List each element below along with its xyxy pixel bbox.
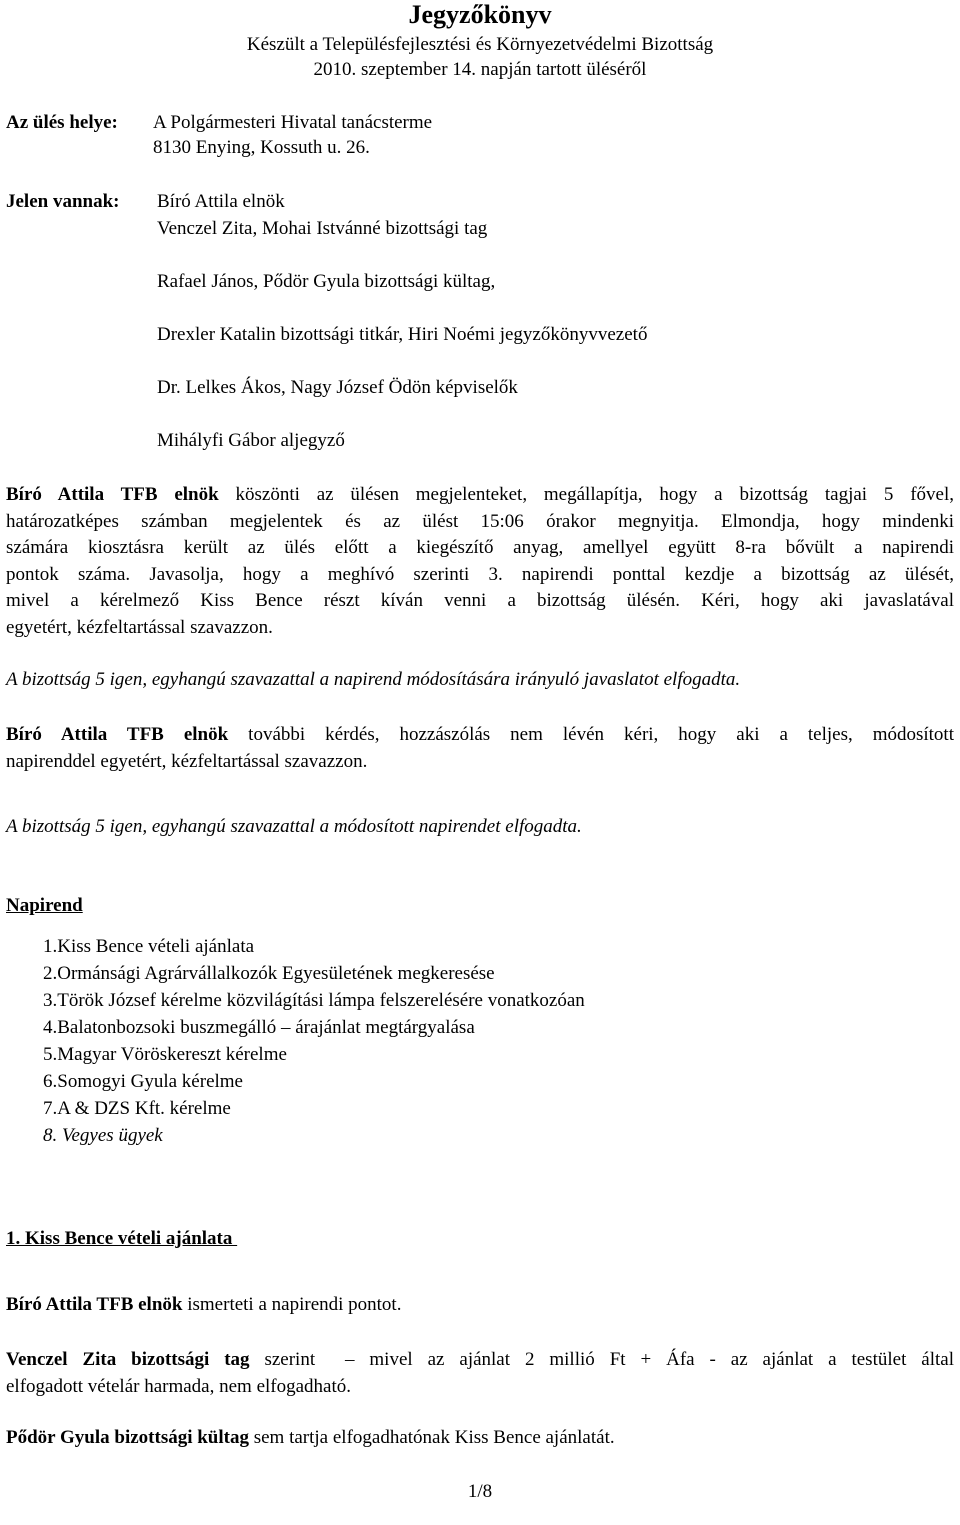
paragraph-text: ismerteti a napirendi pontot. (182, 1294, 402, 1315)
agenda-heading: Napirend (6, 895, 83, 916)
opening-paragraph (6, 482, 954, 642)
document-subtitle-committee: Készült a Településfejlesztési és Környezetvédelmi Bizottság (246, 34, 714, 55)
paragraph-text: határozatképes számban megjelentek és az ülést 15:06 órakor megnyitja. Elmondja, hogy mindenki (6, 510, 954, 532)
decision-agenda-modification: A bizottság 5 igen, egyhangú szavazattal a napirend módosítására irányuló javaslatot elfogadta. (6, 669, 741, 690)
paragraph-text: mivel a kérelmező Kiss Bence részt kíván venni a bizottság ülésén. Kéri, hogy aki javaslatával (6, 590, 954, 612)
paragraph-text: egyetért, kézfeltartással szavazzon. (6, 616, 273, 638)
paragraph-text: sem tartja elfogadhatónak Kiss Bence ajánlatát. (248, 1427, 615, 1448)
document-subtitle-date: 2010. szeptember 14. napján tartott üléséről (313, 59, 647, 80)
paragraph-text: pontok száma. Javasolja, hogy a meghívó szerinti 3. napirendi ponttal kezdje a bizottság az ülését, (6, 563, 954, 585)
section-paragraph-2 (6, 1347, 954, 1400)
paragraph-text: számára kiosztásra került az ülés előtt a kiegészítő anyag, amellyel együtt 8-ra bővült a napirendi (6, 537, 954, 559)
speaker-name: Bíró Attila TFB elnök (6, 1294, 183, 1315)
venue-line-1: A Polgármesteri Hivatal tanácsterme (153, 112, 433, 133)
agenda-item: 1.Kiss Bence vételi ajánlata (43, 936, 255, 957)
paragraph-text: elfogadott vételár harmada, nem elfogadható. (6, 1375, 352, 1397)
venue-line-2: 8130 Enying, Kossuth u. 26. (153, 137, 370, 158)
agenda-item: 4.Balatonbozsoki buszmegálló – árajánlat megtárgyalása (43, 1017, 475, 1038)
attendees-line-1: Bíró Attila elnök (157, 191, 285, 212)
document-title: Jegyzőkönyv (408, 0, 552, 29)
agenda-item: 3.Török József kérelme közvilágítási lámpa felszerelésére vonatkozóan (43, 990, 585, 1011)
agenda-list (43, 933, 585, 1149)
agenda-item: 7.A & DZS Kft. kérelme (43, 1098, 231, 1119)
agenda-item: 8. Vegyes ügyek (43, 1125, 163, 1146)
attendees-line-3: Rafael János, Pődör Gyula bizottsági kültag, (157, 271, 496, 292)
agenda-item: 5.Magyar Vöröskereszt kérelme (43, 1044, 287, 1065)
section-paragraph-3 (6, 1427, 615, 1449)
section-paragraph-1 (6, 1294, 401, 1316)
attendees-line-6: Mihályfi Gábor aljegyző (157, 430, 345, 451)
decision-agenda-accepted: A bizottság 5 igen, egyhangú szavazattal a módosított napirendet elfogadta. (6, 816, 582, 837)
attendees-label: Jelen vannak: (6, 191, 120, 212)
agenda-item: 6.Somogyi Gyula kérelme (43, 1071, 243, 1092)
speaker-name: Pődör Gyula bizottsági kültag (6, 1427, 249, 1448)
paragraph-text: további kérdés, hozzászólás nem lévén kéri, hogy aki a teljes, módosított (228, 724, 954, 745)
vote-request-paragraph (6, 722, 954, 775)
paragraph-text: napirenddel egyetért, kézfeltartással szavazzon. (6, 750, 368, 772)
page-number: 1/8 (467, 1481, 493, 1502)
agenda-item: 2.Ormánsági Agrárvállalkozók Egyesületének megkeresése (43, 963, 495, 984)
section-heading: 1. Kiss Bence vételi ajánlata (6, 1228, 238, 1249)
speaker-name: Bíró Attila TFB elnök (6, 484, 219, 505)
speaker-name: Bíró Attila TFB elnök (6, 724, 229, 745)
paragraph-text: szerint – mivel az ajánlat 2 millió Ft + Áfa - az ajánlat a testület által (249, 1349, 954, 1370)
paragraph-text: köszönti az ülésen megjelenteket, megállapítja, hogy a bizottság tagjai 5 fővel, (218, 484, 954, 505)
attendees-line-2: Venczel Zita, Mohai Istvánné bizottsági tag (157, 218, 488, 239)
attendees-line-4: Drexler Katalin bizottsági titkár, Hiri Noémi jegyzőkönyvvezető (157, 324, 648, 345)
speaker-name: Venczel Zita bizottsági tag (6, 1349, 250, 1370)
venue-label: Az ülés helye: (6, 112, 118, 133)
attendees-line-5: Dr. Lelkes Ákos, Nagy József Ödön képviselők (157, 377, 518, 398)
